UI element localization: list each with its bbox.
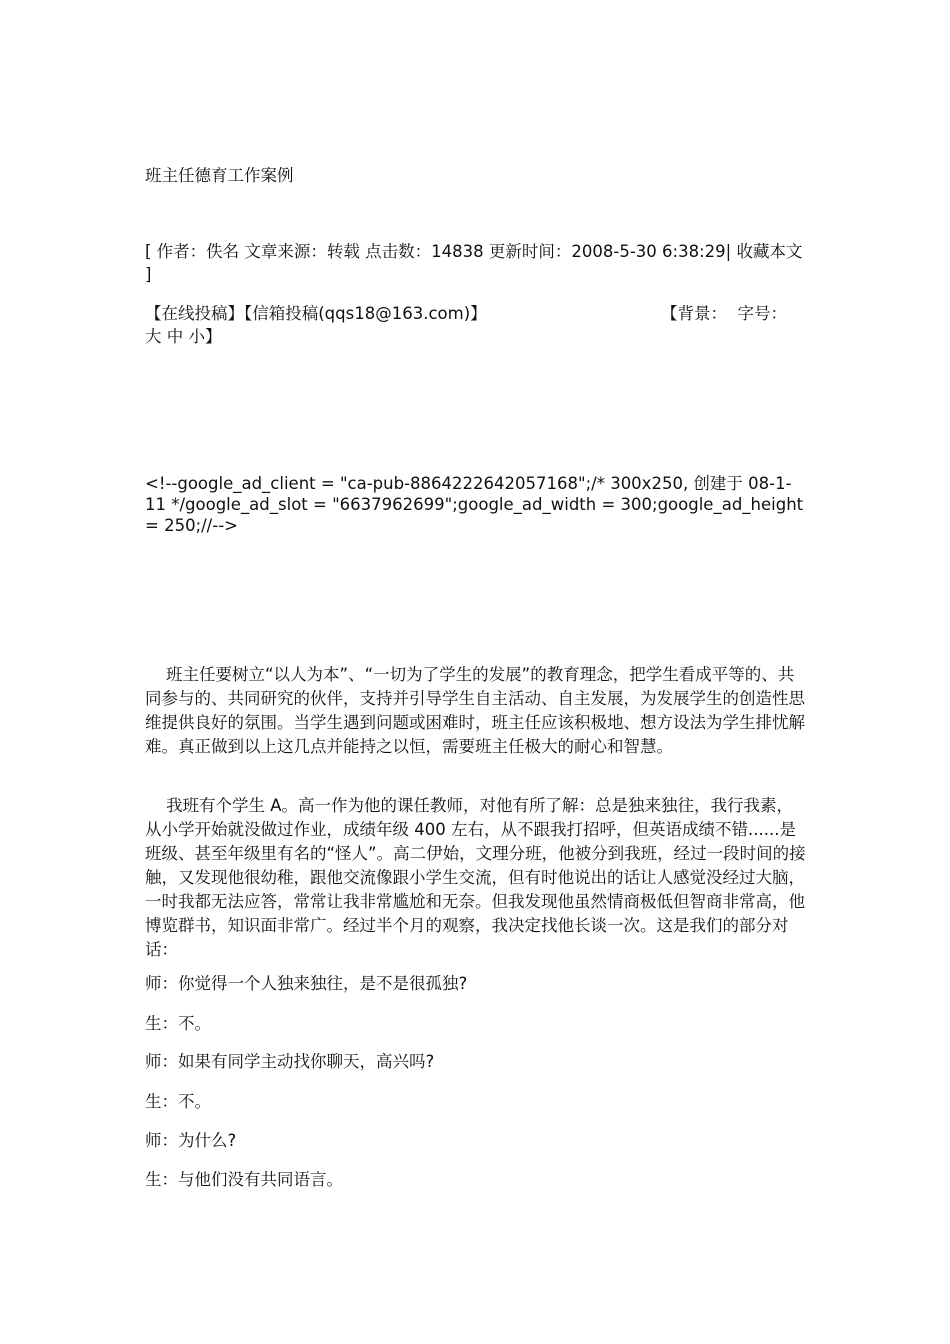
submission-links-left[interactable]: 【在线投稿】【信箱投稿(qqs18@163.com)】 (145, 304, 487, 323)
font-size-options[interactable]: 大 中 小】 (145, 327, 222, 346)
dialogue-line: 师：如果有同学主动找你聊天，高兴吗? (145, 1052, 435, 1071)
article-paragraph-1: 班主任要树立“以人为本”、“一切为了学生的发展”的教育理念，把学生看成平等的、共同参与的、共同研究的伙伴，支持并引导学生自主活动、自主发展，为发展学生的创造性思维提供良好的氛围。当学生遇到问题或困难时，班主任应该积极地、想方设法为学生排忧解难。真正做到以上这几点并能持之以恒，需要班主任极大的耐心和智慧。 (145, 665, 805, 756)
dialogue-line: 师：你觉得一个人独来独往，是不是很孤独? (145, 974, 468, 993)
dialogue-line: 生：不。 (145, 1092, 211, 1111)
ad-code-comment: <!--google_ad_client = "ca-pub-8864222642057168";/* 300x250, 创建于 08-1-11 */google_ad_slot = "6637962699";google_ad_width = 300;google_ad_height = 250;//--> (145, 474, 804, 535)
font-size-controls-label: 【背景： 字号： (661, 304, 787, 323)
article-paragraph-2: 我班有个学生 A。高一作为他的课任教师，对他有所了解：总是独来独往，我行我素，从小学开始就没做过作业，成绩年级 400 左右，从不跟我打招呼，但英语成绩不错......是班级、甚至年级里有名的“怪人”。高二伊始，文理分班，他被分到我班，经过一段时间的接触，又发现他很幼稚，跟他交流像跟小学生交流，但有时他说出的话让人感觉没经过大脑，一时我都无法应答，常常让我非常尴尬和无奈。但我发现他虽然情商极低但智商非常高，他博览群书，知识面非常广。经过半个月的观察，我决定找他长谈一次。这是我们的部分对话： (145, 796, 806, 959)
dialogue-line: 生：不。 (145, 1014, 211, 1033)
dialogue-line: 生：与他们没有共同语言。 (145, 1170, 343, 1189)
article-meta-line: [ 作者：佚名 文章来源：转载 点击数：14838 更新时间：2008-5-30 6:38:29| 收藏本文 ] (145, 242, 803, 284)
submission-links (145, 302, 809, 348)
article-title: 班主任德育工作案例 (145, 166, 294, 185)
dialogue-line: 师：为什么? (145, 1131, 237, 1150)
